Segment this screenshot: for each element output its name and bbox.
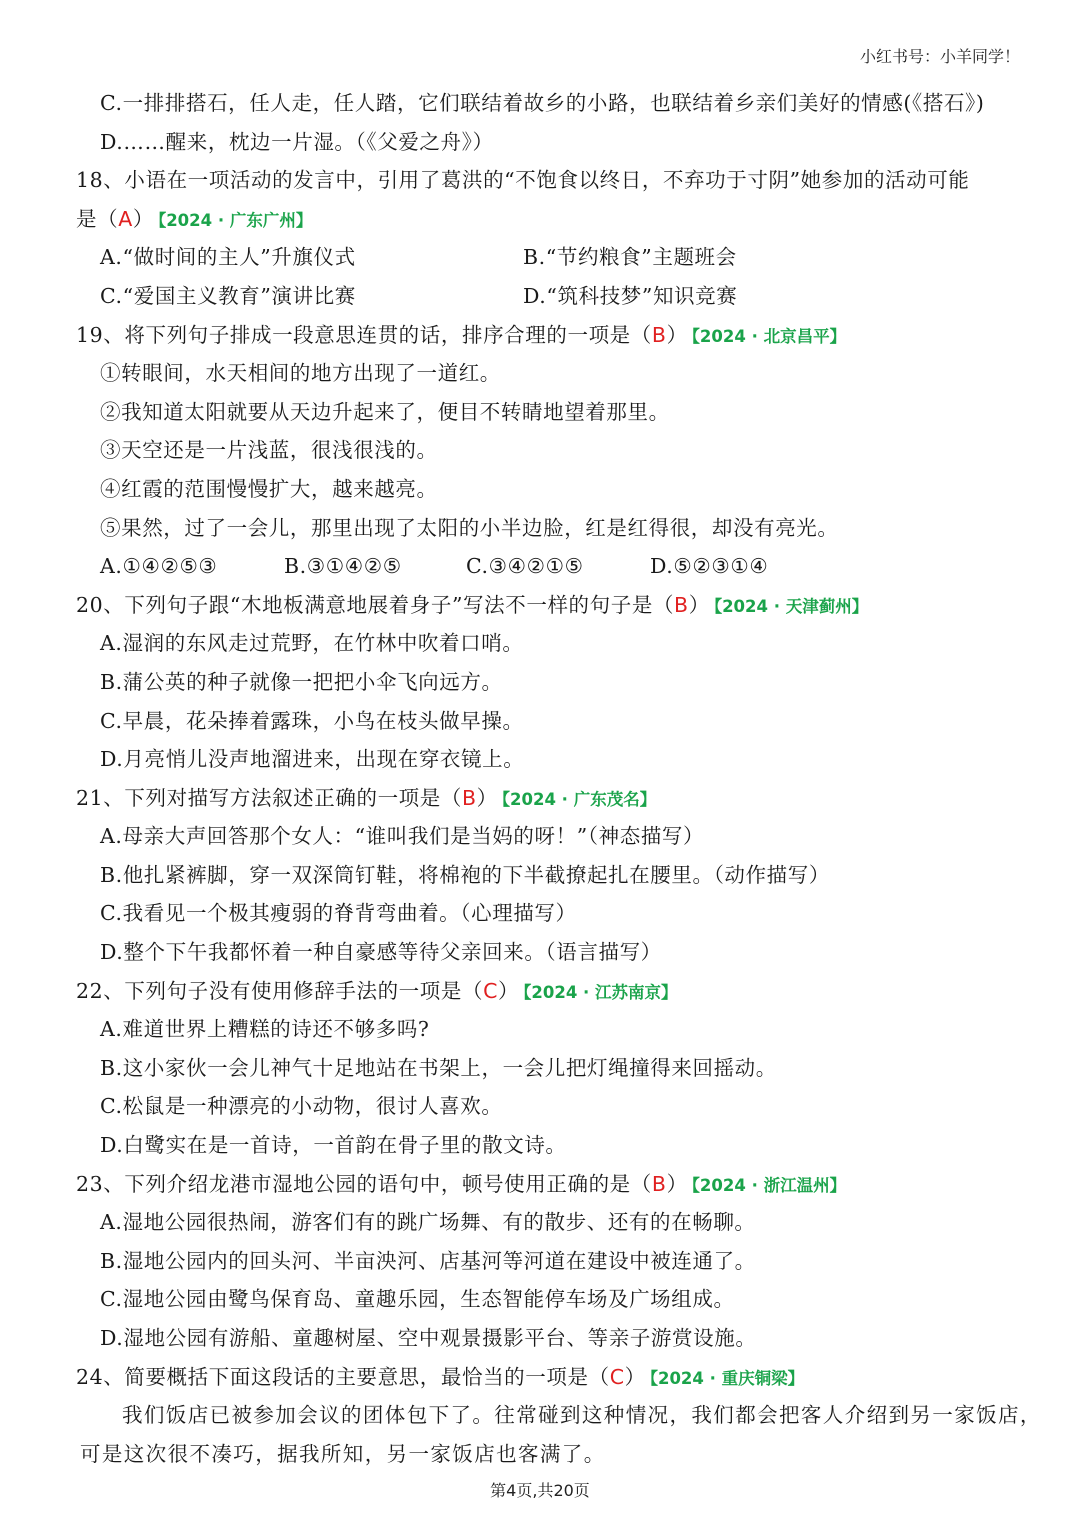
source-tag: 【2024 · 广东广州】 (157, 210, 313, 230)
stem-close: ） (132, 206, 154, 231)
option-c: C.早晨，花朵捧着露珠，小鸟在枝头做早操。 (100, 708, 524, 733)
question-24-stem (0, 1358, 1080, 1397)
sentence-5: ⑤果然，过了一会儿，那里出现了太阳的小半边脸，红是红得很，却没有亮光。 (100, 515, 839, 540)
passage-line-2: 可是这次很不凑巧，据我所知，另一家饭店也客满了。 (80, 1441, 606, 1466)
answer-letter: C (483, 978, 499, 1003)
answer-letter: B (674, 592, 689, 617)
stem-text: 24、简要概括下面这段话的主要意思，最恰当的一项是（ (76, 1364, 610, 1389)
option-c: C.松鼠是一种漂亮的小动物，很讨人喜欢。 (100, 1094, 503, 1119)
option-b: B.蒲公英的种子就像一把把小伞飞向远方。 (100, 669, 503, 694)
option-b: B.这小家伙一会儿神气十足地站在书架上，一会儿把灯绳撞得来回摇动。 (100, 1055, 777, 1080)
source-tag: 【2024 · 北京昌平】 (691, 326, 847, 346)
question-18-options-ab (0, 238, 1080, 277)
question-20-stem (0, 586, 1080, 625)
answer-letter: C (609, 1364, 625, 1389)
question-18-stem-cont (0, 200, 1080, 239)
option-a: A.“做时间的主人”升旗仪式 (100, 245, 356, 270)
stem-close: ） (624, 1364, 646, 1389)
question-19-stem (0, 316, 1080, 355)
option-b: B.“节约粮食”主题班会 (523, 245, 737, 270)
question-list (0, 84, 1080, 1473)
answer-letter: B (461, 785, 477, 810)
answer-letter: B (651, 322, 667, 347)
prev-option-d: D.……醒来，枕边一片湿。（《父爱之舟》） (100, 129, 494, 154)
sentence-2: ②我知道太阳就要从天边升起来了，便目不转睛地望着那里。 (100, 399, 670, 424)
stem-text: 23、下列介绍龙港市湿地公园的语句中，顿号使用正确的是（ (76, 1171, 652, 1196)
stem-text: 是（ (76, 206, 119, 231)
source-tag: 【2024 · 重庆铜梁】 (649, 1368, 805, 1388)
answer-letter: A (118, 206, 133, 231)
prev-option-c: C.一排排搭石，任人走，任人踏，它们联结着故乡的小路，也联结着乡亲们美好的情感(《搭石》) (100, 91, 985, 115)
stem-close: ） (476, 785, 498, 810)
watermark: 小红书号：小羊同学！ (859, 47, 1020, 66)
question-23-stem (0, 1165, 1080, 1204)
option-c: C.③④②①⑤ (466, 554, 584, 579)
sentence-1: ①转眼间，水天相间的地方出现了一道红。 (100, 361, 501, 386)
sentence-4: ④红霞的范围慢慢扩大，越来越亮。 (100, 476, 438, 501)
source-tag: 【2024 · 江苏南京】 (523, 982, 678, 1002)
question-19-options (0, 547, 1080, 586)
question-21-stem (0, 779, 1080, 818)
option-d: D.整个下午我都怀着一种自豪感等待父亲回来。（语言描写） (100, 940, 662, 965)
question-22-stem (0, 972, 1080, 1011)
option-c: C.“爱国主义教育”演讲比赛 (100, 283, 356, 308)
option-d: D.湿地公园有游船、童趣树屋、空中观景摄影平台、等亲子游赏设施。 (100, 1326, 757, 1350)
option-b: B.他扎紧裤脚，穿一双深筒钉鞋，将棉袍的下半截撩起扎在腰里。（动作描写） (100, 862, 830, 887)
option-c: C.湿地公园由鹭鸟保育岛、童趣乐园，生态智能停车场及广场组成。 (100, 1287, 735, 1312)
stem-close: ） (688, 592, 710, 617)
option-d: D.“筑科技梦”知识竞赛 (523, 283, 738, 308)
stem-text: 20、下列句子跟“木地板满意地展着身子”写法不一样的句子是（ (76, 592, 675, 617)
question-18-options-cd (0, 277, 1080, 316)
option-d: D.白鹭实在是一首诗，一首韵在骨子里的散文诗。 (100, 1133, 567, 1158)
passage-line-1: 我们饭店已被参加会议的团体包下了。往常碰到这种情况，我们都会把客人介绍到另一家饭店， (122, 1403, 1042, 1428)
stem-text: 19、将下列句子排成一段意思连贯的话，排序合理的一项是（ (76, 322, 652, 347)
answer-letter: B (651, 1171, 667, 1196)
option-a: A.难道世界上糟糕的诗还不够多吗? (100, 1017, 430, 1042)
question-18-stem: 18、小语在一项活动的发言中，引用了葛洪的“不饱食以终日，不弃功于寸阴”她参加的活动可能 (76, 168, 970, 193)
source-tag: 【2024 · 广东茂名】 (501, 789, 657, 809)
source-tag: 【2024 · 浙江温州】 (691, 1175, 847, 1195)
option-d: D.月亮悄儿没声地溜进来，出现在穿衣镜上。 (100, 747, 525, 772)
option-b: B.湿地公园内的回头河、半亩泱河、店基河等河道在建设中被连通了。 (100, 1248, 756, 1273)
option-d: D.⑤②③①④ (650, 554, 769, 579)
sentence-3: ③天空还是一片浅蓝，很浅很浅的。 (100, 438, 438, 463)
stem-close: ） (498, 978, 520, 1003)
option-b: B.③①④②⑤ (284, 554, 402, 579)
stem-close: ） (666, 322, 688, 347)
stem-text: 22、下列句子没有使用修辞手法的一项是（ (76, 978, 484, 1003)
stem-text: 21、下列对描写方法叙述正确的一项是（ (76, 785, 462, 810)
option-c: C.我看见一个极其瘦弱的脊背弯曲着。（心理描写） (100, 901, 577, 926)
option-a: A.母亲大声回答那个女人：“谁叫我们是当妈的呀！”（神态描写） (100, 824, 705, 849)
stem-close: ） (666, 1171, 688, 1196)
page-number: 第4页,共20页 (490, 1481, 590, 1500)
option-a: A.①④②⑤③ (100, 554, 218, 579)
option-a: A.湿地公园很热闹，游客们有的跳广场舞、有的散步、还有的在畅聊。 (100, 1210, 756, 1235)
source-tag: 【2024 · 天津蓟州】 (713, 596, 869, 616)
option-a: A.湿润的东风走过荒野，在竹林中吹着口哨。 (100, 631, 524, 656)
